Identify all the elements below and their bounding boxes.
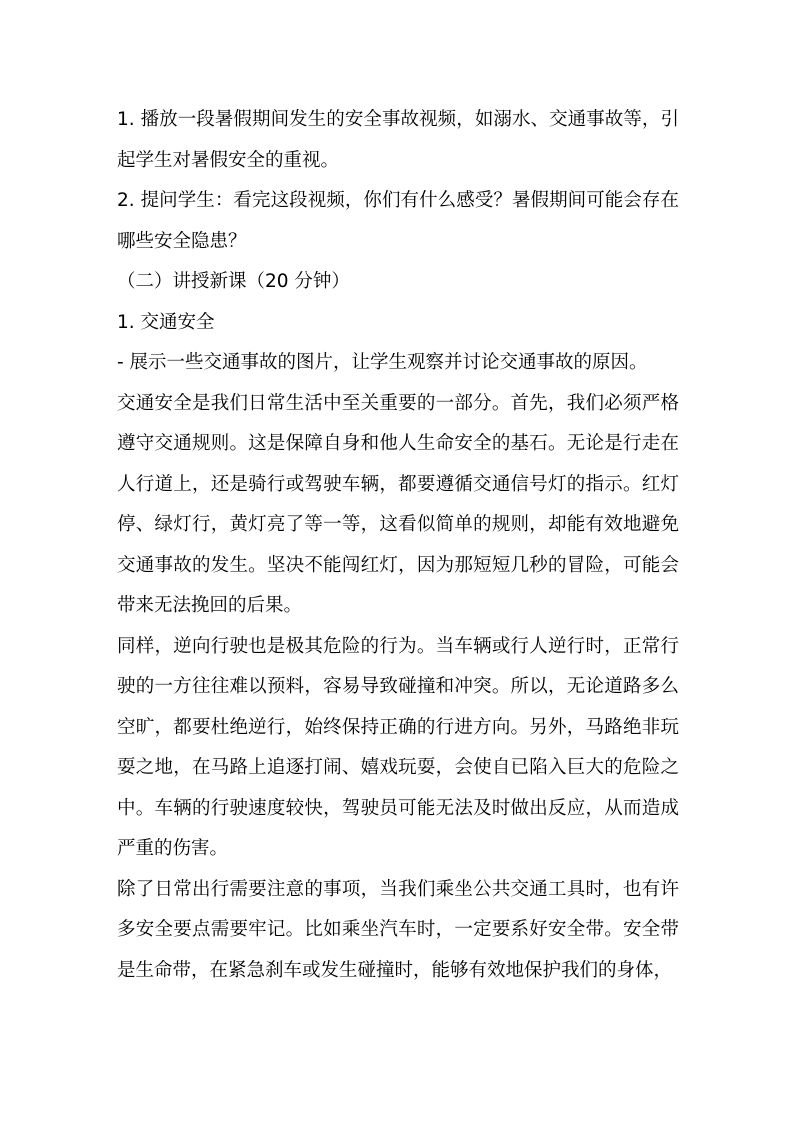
paragraph-wrong-way: 同样，逆向行驶也是极其危险的行为。当车辆或行人逆行时，正常行驶的一方往往难以预料，容易导致碰撞和冲突。所以，无论道路多么空旷，都要杜绝逆行，始终保持正确的行进方向。另外，马路绝非玩耍之地，在马路上追逐打闹、嬉戏玩耍，会使自已陷入巨大的危险之中。车辆的行驶速度较快，驾驶员可能无法及时做出反应，从而造成严重的伤害。 xyxy=(117,635,679,859)
paragraph-2-question: 2. 提问学生：看完这段视频，你们有什么感受？暑假期间可能会存在哪些安全隐患？ xyxy=(117,190,679,252)
paragraph-1-video-intro: 1. 播放一段暑假期间发生的安全事故视频，如溺水、交通事故等，引起学生对暑假安全的重视。 xyxy=(117,109,679,171)
subheading-traffic-safety: 1. 交通安全 xyxy=(117,311,215,333)
bullet-show-pictures: - 展示一些交通事故的图片，让学生观察并讨论交通事故的原因。 xyxy=(117,352,648,373)
paragraph-public-transport: 除了日常出行需要注意的事项，当我们乘坐公共交通工具时，也有许多安全要点需要牢记。比如乘坐汽车时，一定要系好安全带。安全带是生命带，在紧急刹车或发生碰撞时，能够有效地保护我们的身体， xyxy=(117,878,679,981)
paragraph-traffic-rules: 交通安全是我们日常生活中至关重要的一部分。首先，我们必须严格遵守交通规则。这是保障自身和他人生命安全的基石。无论是行走在人行道上，还是骑行或驾驶车辆，都要遵循交通信号灯的指示。红灯停、绿灯行，黄灯亮了等一等，这看似简单的规则，却能有效地避免交通事故的发生。坚决不能闯红灯，因为那短短几秒的冒险，可能会带来无法挽回的后果。 xyxy=(117,392,679,616)
document-body xyxy=(117,100,679,991)
section-heading-new-lesson: （二）讲授新课（20 分钟） xyxy=(117,271,350,292)
